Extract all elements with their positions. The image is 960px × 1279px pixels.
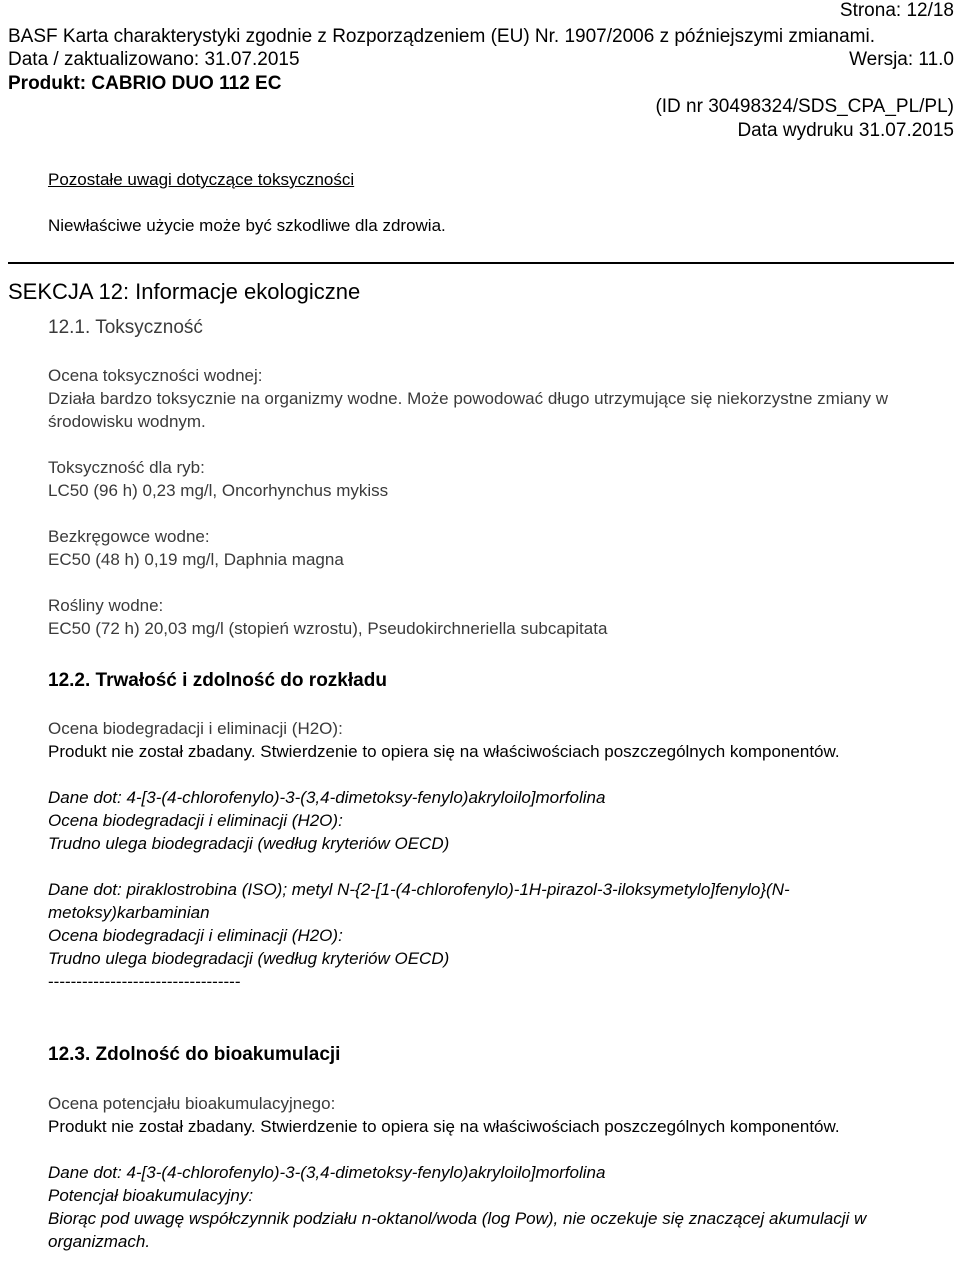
section-divider (8, 262, 954, 264)
component-1-bio-heading: Dane dot: 4-[3-(4-chlorofenylo)-3-(3,4-dimetoksy-fenylo)akryloilo]morfolina (48, 1163, 606, 1182)
version: Wersja: 11.0 (849, 49, 954, 70)
component-1-bio-text: Biorąc pod uwagę współczynnik podziału n-oktanol/woda (log Pow), nie oczekuje się znaczącej akumulacji w organizmach. (48, 1209, 867, 1251)
subsection-title-12-1: 12.1. Toksyczność (48, 317, 203, 338)
subsection-12-2-content (48, 717, 940, 993)
other-remarks-title: Pozostałe uwagi dotyczące toksyczności (48, 170, 355, 189)
aquatic-toxicity-text: Działa bardzo toksycznie na organizmy wodne. Może powodować długo utrzymujące się niekorzystne zmiany w środowisku wodnym. (48, 389, 889, 431)
bioaccumulation-label: Ocena potencjału bioakumulacyjnego: (48, 1094, 336, 1113)
subsection-12-3-content (48, 1092, 940, 1253)
product-name: Produkt: CABRIO DUO 112 EC (8, 73, 282, 94)
component-2-heading: Dane dot: piraklostrobina (ISO); metyl N-{2-[1-(4-chlorofenylo)-1H-pirazol-3-iloksymetylo]fenylo}(N-metoksy)karbaminian (48, 880, 790, 922)
component-1-bio-label: Potencjał bioakumulacyjny: (48, 1186, 254, 1205)
update-version-line (8, 49, 954, 71)
invertebrates-label: Bezkręgowce wodne: (48, 527, 210, 546)
other-remarks (48, 168, 940, 237)
plants-label: Rośliny wodne: (48, 596, 164, 615)
section-title: SEKCJA 12: Informacje ekologiczne (8, 279, 361, 304)
biodegradation-label: Ocena biodegradacji i eliminacji (H2O): (48, 719, 343, 738)
aquatic-toxicity-label: Ocena toksyczności wodnej: (48, 366, 263, 385)
bioaccumulation-text: Produkt nie został zbadany. Stwierdzenie to opiera się na właściwościach poszczególnych komponentów. (48, 1117, 840, 1136)
component-2-text: Trudno ulega biodegradacji (według kryteriów OECD) (48, 949, 450, 968)
component-1-bioaccumulation (48, 1161, 940, 1253)
document-title: BASF Karta charakterystyki zgodnie z Rozporządzeniem (EU) Nr. 1907/2006 z późniejszymi zmianami. (8, 26, 875, 47)
page-number: Strona: 12/18 (839, 0, 954, 21)
fish-toxicity-label: Toksyczność dla ryb: (48, 458, 205, 477)
component-1-text: Trudno ulega biodegradacji (według kryteriów OECD) (48, 834, 450, 853)
component-1-heading: Dane dot: 4-[3-(4-chlorofenylo)-3-(3,4-dimetoksy-fenylo)akryloilo]morfolina (48, 788, 606, 807)
plants-value: EC50 (72 h) 20,03 mg/l (stopień wzrostu), Pseudokirchneriella subcapitata (48, 619, 608, 638)
invertebrates-value: EC50 (48 h) 0,19 mg/l, Daphnia magna (48, 550, 344, 569)
component-2-label: Ocena biodegradacji i eliminacji (H2O): (48, 926, 343, 945)
subsection-12-1-content (48, 364, 940, 640)
component-1-label: Ocena biodegradacji i eliminacji (H2O): (48, 811, 343, 830)
other-remarks-text: Niewłaściwe użycie może być szkodliwe dla zdrowia. (48, 216, 446, 235)
component-1-data (48, 786, 940, 855)
component-2-data (48, 878, 940, 970)
fish-toxicity-value: LC50 (96 h) 0,23 mg/l, Oncorhynchus mykiss (48, 481, 389, 500)
dashed-divider: ---------------------------------- (48, 972, 241, 991)
updated-date: Data / zaktualizowano: 31.07.2015 (8, 49, 300, 70)
subsection-title-12-3: 12.3. Zdolność do bioakumulacji (48, 1044, 341, 1065)
subsection-title-12-2: 12.2. Trwałość i zdolność do rozkładu (48, 670, 387, 691)
biodegradation-text: Produkt nie został zbadany. Stwierdzenie to opiera się na właściwościach poszczególnych komponentów. (48, 742, 840, 761)
